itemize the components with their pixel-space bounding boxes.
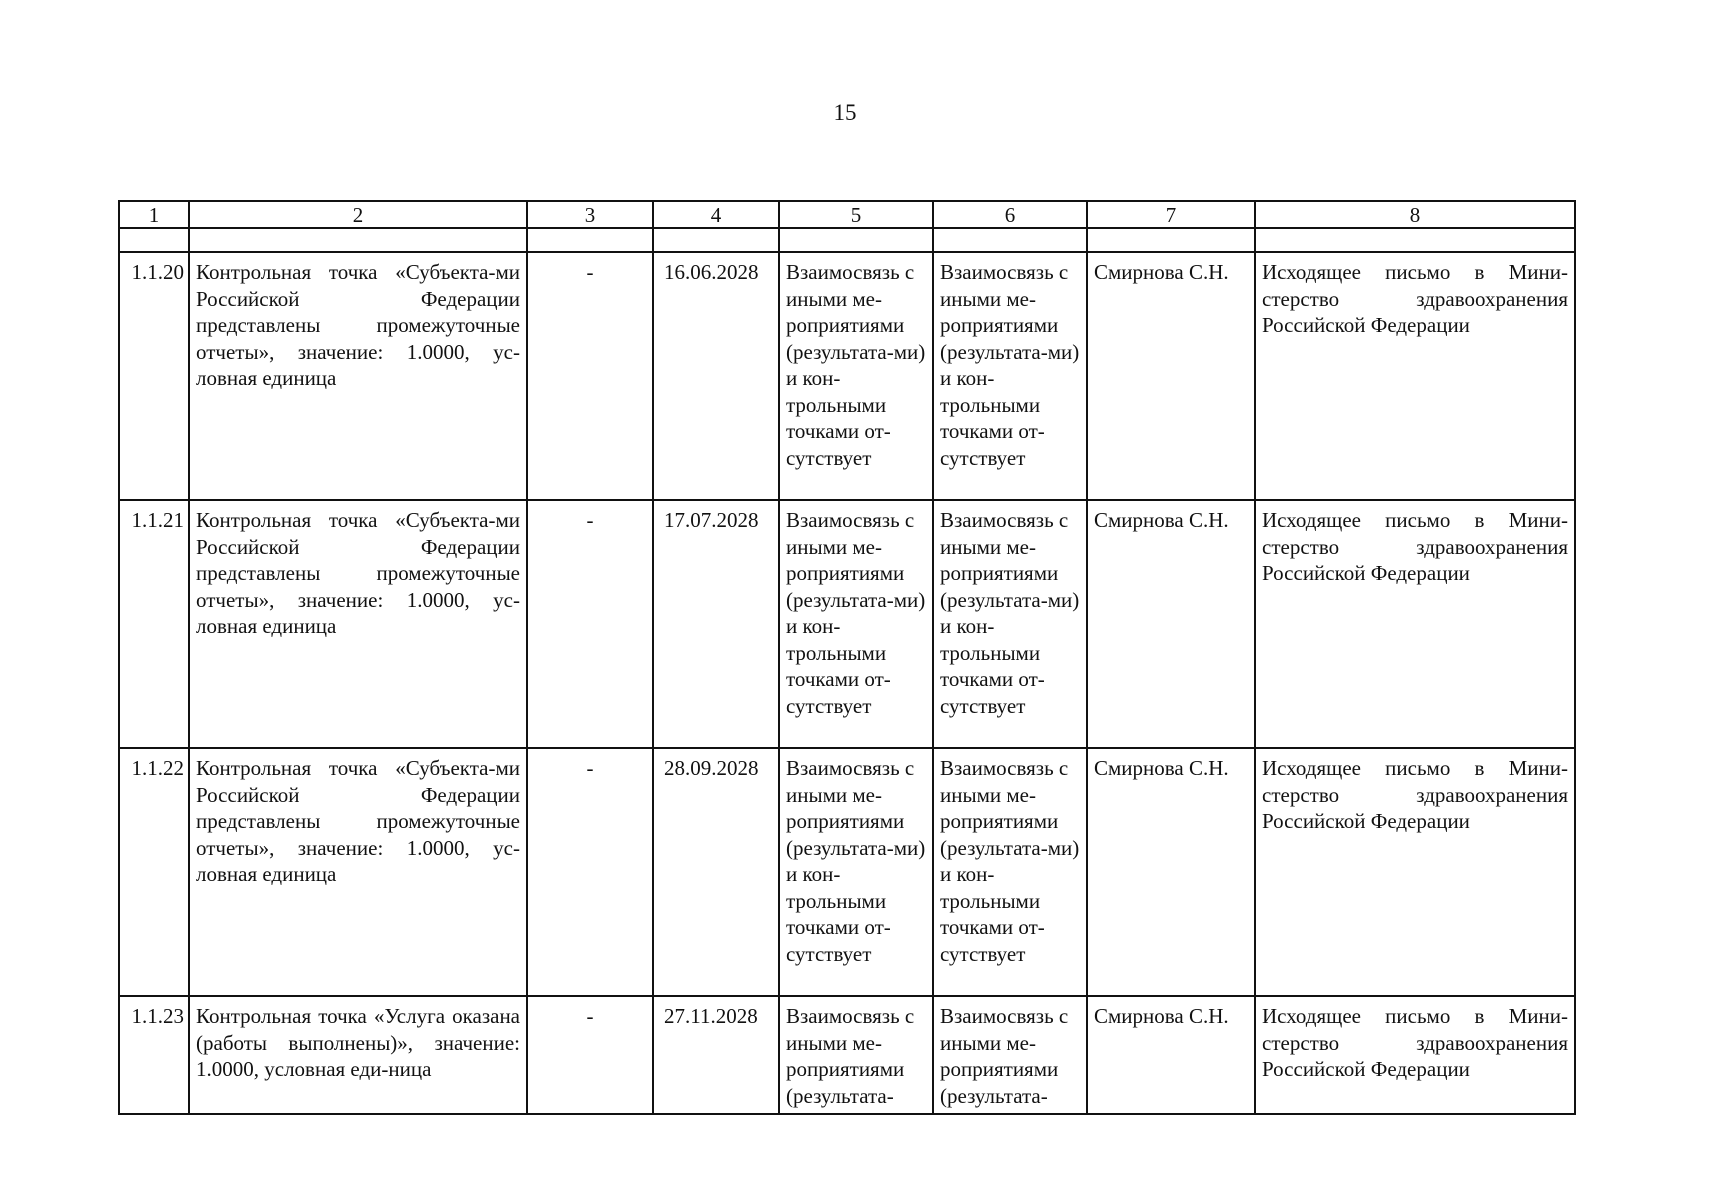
responsible-person: Смирнова С.Н. (1087, 252, 1255, 500)
row-number: 1.1.23 (119, 996, 189, 1114)
responsible-person: Смирнова С.Н. (1087, 748, 1255, 996)
control-point-description: Контрольная точка «Субъекта-ми Российской Федерации представлены промежуточные отчеты», значение: 1.0000, ус-ловная единица (189, 252, 527, 500)
empty-cell (933, 228, 1087, 252)
empty-cell (779, 228, 933, 252)
empty-cell (1255, 228, 1575, 252)
responsible-person: Смирнова С.Н. (1087, 500, 1255, 748)
successor-relation: Взаимосвязь с иными ме-роприятиями (результата- (933, 996, 1087, 1114)
row-number: 1.1.21 (119, 500, 189, 748)
predecessor-relation: Взаимосвязь с иными ме-роприятиями (результата-ми) и кон-трольными точками от-сутствует (779, 748, 933, 996)
empty-cell (653, 228, 779, 252)
empty-cell (527, 228, 653, 252)
confirming-document: Исходящее письмо в Мини-стерство здравоохранения Российской Федерации (1255, 252, 1575, 500)
successor-relation: Взаимосвязь с иными ме-роприятиями (результата-ми) и кон-трольными точками от-сутствует (933, 252, 1087, 500)
due-date: 16.06.2028 (653, 252, 779, 500)
successor-relation: Взаимосвязь с иными ме-роприятиями (результата-ми) и кон-трольными точками от-сутствует (933, 748, 1087, 996)
due-date: 17.07.2028 (653, 500, 779, 748)
column-3-value: - (527, 748, 653, 996)
page-number: 15 (833, 100, 857, 125)
confirming-document: Исходящее письмо в Мини-стерство здравоохранения Российской Федерации (1255, 748, 1575, 996)
column-number-3: 3 (527, 201, 653, 228)
column-number-2: 2 (189, 201, 527, 228)
empty-cell (1087, 228, 1255, 252)
column-number-6: 6 (933, 201, 1087, 228)
column-number-5: 5 (779, 201, 933, 228)
plan-table (118, 200, 1576, 1115)
table-row (119, 996, 1575, 1114)
empty-cell (189, 228, 527, 252)
row-number: 1.1.22 (119, 748, 189, 996)
due-date: 28.09.2028 (653, 748, 779, 996)
successor-relation: Взаимосвязь с иными ме-роприятиями (результата-ми) и кон-трольными точками от-сутствует (933, 500, 1087, 748)
column-3-value: - (527, 500, 653, 748)
predecessor-relation: Взаимосвязь с иными ме-роприятиями (результата-ми) и кон-трольными точками от-сутствует (779, 252, 933, 500)
column-number-4: 4 (653, 201, 779, 228)
table-row (119, 748, 1575, 996)
predecessor-relation: Взаимосвязь с иными ме-роприятиями (результата-ми) и кон-трольными точками от-сутствует (779, 500, 933, 748)
column-number-7: 7 (1087, 201, 1255, 228)
table-row (119, 252, 1575, 500)
predecessor-relation: Взаимосвязь с иными ме-роприятиями (результата- (779, 996, 933, 1114)
table-row (119, 500, 1575, 748)
due-date: 27.11.2028 (653, 996, 779, 1114)
control-point-description: Контрольная точка «Услуга оказана (работы выполнены)», значение: 1.0000, условная еди-ница (189, 996, 527, 1114)
column-number-row (119, 201, 1575, 228)
column-number-1: 1 (119, 201, 189, 228)
column-3-value: - (527, 252, 653, 500)
responsible-person: Смирнова С.Н. (1087, 996, 1255, 1114)
control-point-description: Контрольная точка «Субъекта-ми Российской Федерации представлены промежуточные отчеты», значение: 1.0000, ус-ловная единица (189, 748, 527, 996)
column-number-8: 8 (1255, 201, 1575, 228)
confirming-document: Исходящее письмо в Мини-стерство здравоохранения Российской Федерации (1255, 500, 1575, 748)
row-number: 1.1.20 (119, 252, 189, 500)
confirming-document: Исходящее письмо в Мини-стерство здравоохранения Российской Федерации (1255, 996, 1575, 1114)
empty-cell (119, 228, 189, 252)
control-point-description: Контрольная точка «Субъекта-ми Российской Федерации представлены промежуточные отчеты», значение: 1.0000, ус-ловная единица (189, 500, 527, 748)
empty-row (119, 228, 1575, 252)
column-3-value: - (527, 996, 653, 1114)
